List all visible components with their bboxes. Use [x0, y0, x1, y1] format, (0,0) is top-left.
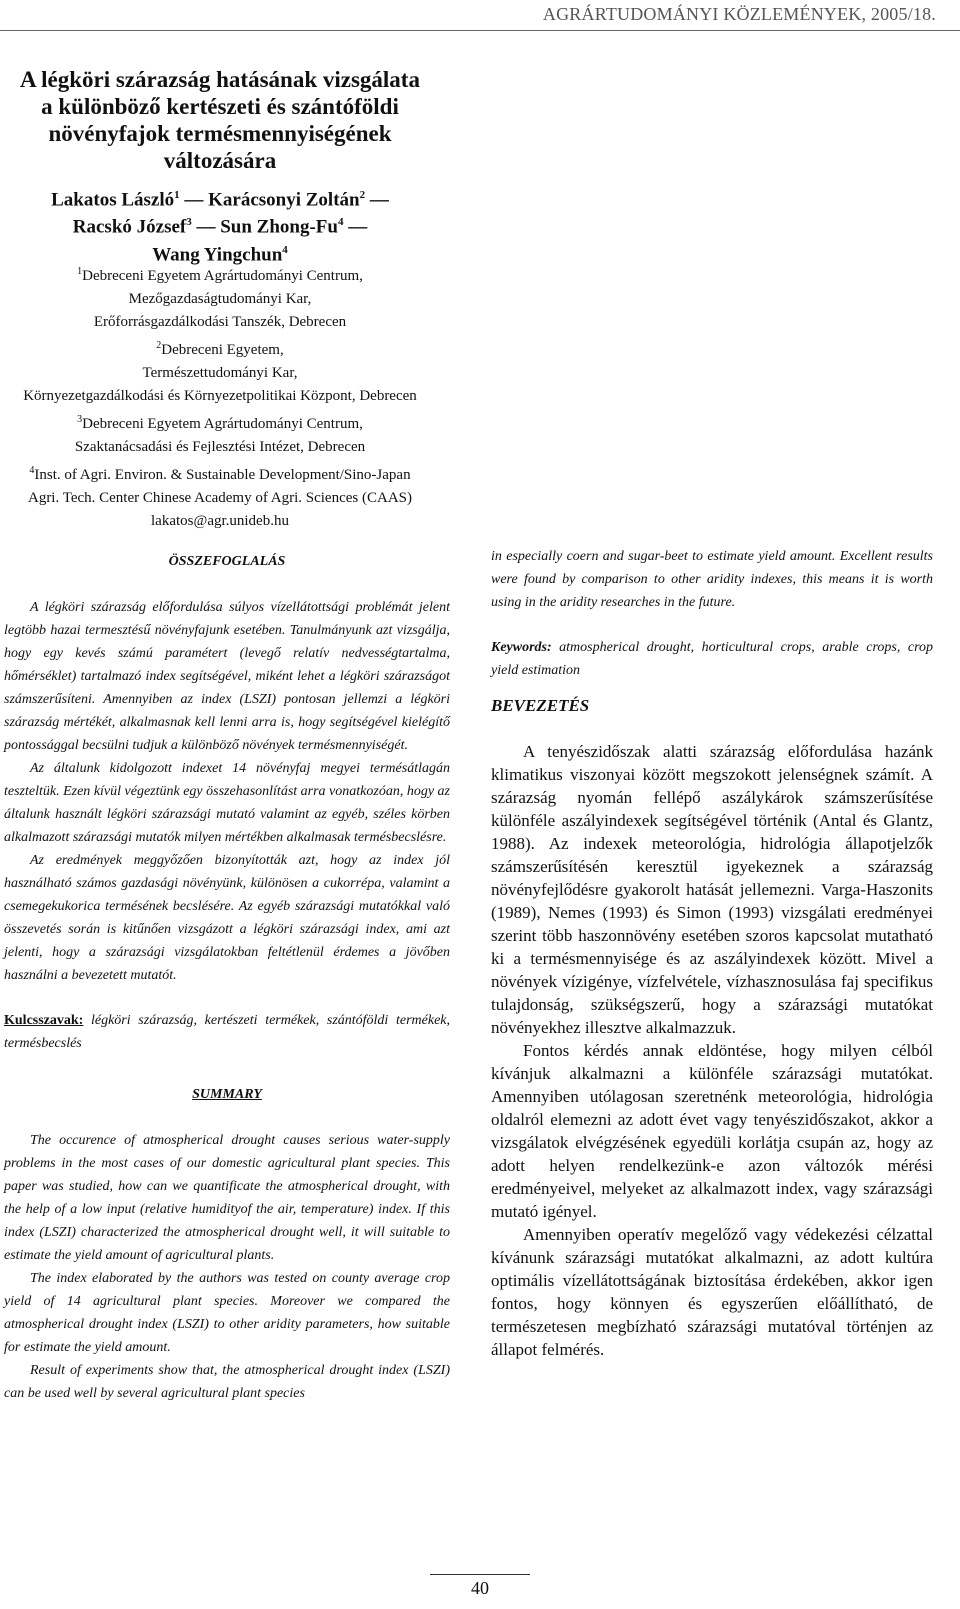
- affiliation-text: Inst. of Agri. Environ. & Sustainable Development/Sino-Japan: [34, 467, 411, 483]
- affiliation-number: 1: [77, 266, 83, 277]
- keywords-label: Kulcsszavak:: [4, 1013, 84, 1028]
- keywords-text: légköri szárazság, kertészeti termékek, szántóföldi termékek, termésbecslés: [4, 1013, 450, 1051]
- abstract-heading: ÖSSZEFOGLALÁS: [168, 554, 286, 569]
- author-name: Racskó József: [72, 216, 187, 238]
- author-separator: —: [348, 216, 368, 238]
- abstract-paragraph: Az általunk kidolgozott indexet 14 növényfaj megyei termésátlagán teszteltük. Ezen kívül végeztünk egy összehasonlítást arra vonatkozóan, hogy az általunk használt légköri szárazsági mutató valamint az egyéb, széles körben alkalmazott szárazsági mutatók milyen mértékben alkalmasak termésbecslésre.: [4, 761, 450, 845]
- abstract-hu: [4, 596, 450, 987]
- affiliation-line: [0, 459, 440, 487]
- affiliation-line: [0, 408, 440, 436]
- affiliation-text: Debreceni Egyetem Agrártudományi Centrum,: [82, 268, 363, 284]
- title-line: változására: [163, 148, 277, 173]
- affiliation-text: Debreceni Egyetem,: [161, 342, 284, 358]
- body-paragraph: Fontos kérdés annak eldöntése, hogy milyen célból kívánjuk alkalmazni a különféle szárazsági mutatókat. Amennyiben utólagosan szeretnénk meteorológia, hidrológia oldalról elemezni az adott évet vagy tenyészidőszakot, akkor a vizsgálatok elvégzésének egyedüli korlátja csupán az, hogy az adott helyen rendelkezünk-e azon változók mérési eredményeivel, melyeket az alkalmazott index, vagy szárazsági mutató igényel.: [491, 1041, 933, 1221]
- author-separator: —: [184, 189, 204, 211]
- author-affil-mark: 2: [359, 189, 366, 201]
- author-line: [0, 211, 440, 238]
- affiliation-number: 3: [77, 414, 83, 425]
- summary-paragraph-continued: in especially coern and sugar-beet to estimate yield amount. Excellent results were found by comparison to other aridity indexes, this means it is worth using in the aridity researches in the future.: [491, 549, 933, 610]
- article-title: [0, 66, 440, 174]
- page-number: 40: [471, 1578, 489, 1598]
- author-name: Karácsonyi Zoltán: [208, 189, 360, 211]
- author-name: Sun Zhong-Fu: [220, 216, 338, 238]
- summary-paragraph: The occurence of atmospherical drought causes serious water-supply problems in the most cases of our domestic agricultural plant species. This paper was studied, how can we quantificate the atmospherical drought, with the help of a low input (relative humidityof the air, temperature) index. If this index (LSZI) characterized the atmospherical drought well, it will suitable to estimate the yield amount of agricultural plants.: [4, 1133, 450, 1263]
- keywords-hu: [4, 1009, 450, 1055]
- summary-paragraph: The index elaborated by the authors was tested on county average crop yield of 14 agricultural plant species. Moreover we compared the atmospherical drought index (LSZI) to other aridity parameters, how suitable for estimate the yield amount.: [4, 1271, 450, 1355]
- author-email: lakatos@agr.unideb.hu: [151, 513, 289, 529]
- affiliation-number: 2: [156, 340, 162, 351]
- author-separator: —: [196, 216, 216, 238]
- keywords-text: atmospherical drought, horticultural crops, arable crops, crop yield estimation: [491, 640, 933, 678]
- author-separator: —: [369, 189, 389, 211]
- title-line: növényfajok termésmennyiségének: [48, 121, 392, 146]
- affiliation-line: [0, 260, 440, 288]
- body-paragraph: Amennyiben operatív megelőző vagy védekezési célzattal kívánunk szárazsági mutatókat alkalmazni, az adott kultúra optimális vízellátottságának biztosítása érdekében, akkor igen fontos, hogy könnyen és egyszerűen előállítható, de természetesen megbízható szárazsági mutatóval történjen az állapot felmérés.: [491, 1225, 933, 1359]
- author-line: [0, 184, 440, 211]
- affiliation-line: Környezetgazdálkodási és Környezetpolitikai Központ, Debrecen: [23, 388, 417, 404]
- summary-paragraph: Result of experiments show that, the atmospherical drought index (LSZI) can be used well by several agricultural plant species: [4, 1363, 450, 1401]
- author-name: Wang Yingchun: [152, 243, 283, 265]
- author-affil-mark: 4: [337, 216, 344, 229]
- affiliation-line: Szaktanácsadási és Fejlesztési Intézet, Debrecen: [74, 439, 366, 455]
- right-column: [491, 545, 933, 1361]
- author-affil-mark: 1: [174, 189, 180, 201]
- author-name: Lakatos László: [51, 189, 175, 211]
- author-list: [0, 184, 440, 266]
- affiliation-line: Természettudományi Kar,: [142, 365, 298, 381]
- title-line: a különböző kertészeti és szántóföldi: [41, 94, 399, 119]
- affiliation-text: Debreceni Egyetem Agrártudományi Centrum,: [82, 416, 363, 432]
- introduction-body: [491, 740, 933, 1361]
- header-rule: [0, 30, 960, 31]
- author-affil-mark: 4: [282, 243, 288, 256]
- body-paragraph: A tenyészidőszak alatti szárazság előfordulása hazánk klimatikus viszonyai között megszokott jelenségnek számít. A szárazság nyomán fellépő aszálykárok számszerűsítése különféle aszályindexek segítségével történik (Antal és Glantz, 1988). Az indexek meteorológia, hidrológia állapotjelzők számszerűsítésén keresztül igyekeznek a szárazság növényfejlődésre gyakorolt hatását jellemezni. Varga-Haszonits (1989), Nemes (1993) és Simon (1993) vizsgálati eredményei szerint több haszonnövény esetében szoros kapcsolat mutatható ki a termésmennyisége és az aszályindexek között. Mivel a növények vízigénye, vízfelvétele, vízhasznosulása faj specifikus tulajdonság, szükségszerű, hogy a szárazsági mutatókat növényekhez illesztve alkalmazzuk.: [491, 742, 933, 1037]
- affiliation-line: Agri. Tech. Center Chinese Academy of Agri. Sciences (CAAS): [27, 490, 412, 506]
- affiliation-line: [0, 334, 440, 362]
- affiliation-block: [0, 260, 440, 533]
- abstract-paragraph: Az eredmények meggyőzően bizonyították azt, hogy az index jól használható számos gazdasági növényünk, különösen a cukorrépa, valamint a csemegekukorica termésének becslésére. Az egyéb szárazsági mutatókkal való összevetés során is kitűnően vizsgázott a légköri szárazsági index, ami azt jelenti, hogy a szárazsági vizsgálatokban feltétlenül érdemes a jövőben használni a bevezetett mutatót.: [4, 853, 450, 983]
- footer-rule: [430, 1574, 530, 1575]
- abstract-paragraph: A légköri szárazság előfordulása súlyos vízellátottsági problémát jelent legtöbb hazai termesztésű növényfajunk esetében. Tanulmányunk azt vizsgálja, hogy egy kevés számú paramétert (levegő relatív nedvességtartalma, hőmérséklet) tartalmazó index segítségével, miként lehet a légköri szárazságot számszerűsíteni. Amennyiben az index (LSZI) pontosan jellemzi a légköri szárazság mértékét, alkalmasnak kell lenni arra is, hogy segítségével kielégítő pontossággal becsülni tudjuk a különböző növények termésmennyiségét.: [4, 600, 450, 753]
- running-header: AGRÁRTUDOMÁNYI KÖZLEMÉNYEK, 2005/18.: [542, 4, 936, 24]
- introduction-heading: BEVEZETÉS: [491, 696, 590, 715]
- affiliation-number: 4: [29, 465, 35, 476]
- affiliation-line: Erőforrásgazdálkodási Tanszék, Debrecen: [93, 314, 347, 330]
- keywords-en: [491, 636, 933, 682]
- author-affil-mark: 3: [186, 216, 192, 229]
- title-line: A légköri szárazság hatásának vizsgálata: [20, 67, 420, 92]
- left-column: [4, 550, 450, 1405]
- affiliation-line: Mezőgazdaságtudományi Kar,: [128, 291, 312, 307]
- keywords-label: Keywords:: [491, 640, 552, 655]
- summary-en: [4, 1129, 450, 1405]
- summary-heading: SUMMARY: [192, 1087, 262, 1102]
